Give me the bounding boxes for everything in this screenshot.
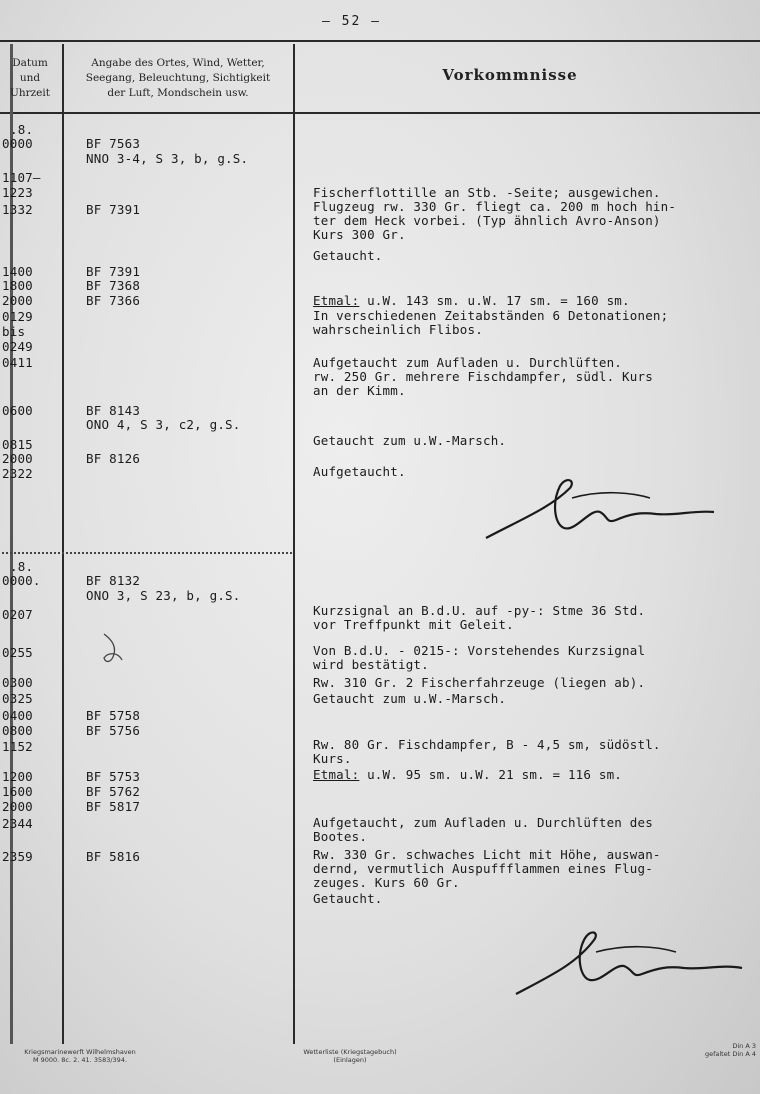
time-entry: 1400 bbox=[2, 264, 33, 279]
time-entry: .8. bbox=[10, 122, 34, 137]
event-line: an der Kimm. bbox=[313, 383, 406, 398]
event-line: Getaucht. bbox=[313, 891, 383, 906]
position-entry: BF 7368 bbox=[86, 278, 141, 293]
event-line: In verschiedenen Zeitabständen 6 Detonationen; bbox=[313, 308, 669, 323]
etmal-line bbox=[313, 768, 622, 781]
event-line: Kurs. bbox=[313, 751, 352, 766]
position-entry: BF 5753 bbox=[86, 769, 141, 784]
event-line: Kurs 300 Gr. bbox=[313, 227, 406, 242]
event-line: Aufgetaucht. bbox=[313, 464, 406, 479]
time-entry: 0255 bbox=[2, 645, 33, 660]
event-line: Fischerflottille an Stb. -Seite; ausgewichen. bbox=[313, 185, 661, 200]
day-separator bbox=[2, 552, 292, 554]
event-line: ter dem Heck vorbei. (Typ ähnlich Avro-Anson) bbox=[313, 213, 661, 228]
event-line: Rw. 310 Gr. 2 Fischerfahrzeuge (liegen ab). bbox=[313, 675, 646, 690]
time-entry: 0325 bbox=[2, 691, 33, 706]
time-entry: 0000. bbox=[2, 573, 41, 588]
time-entry: 1600 bbox=[2, 784, 33, 799]
time-entry: 2322 bbox=[2, 466, 33, 481]
time-entry: 0249 bbox=[2, 339, 33, 354]
position-entry: BF 7563 bbox=[86, 136, 141, 151]
time-entry: 1152 bbox=[2, 739, 33, 754]
event-line: Bootes. bbox=[313, 829, 368, 844]
time-entry: 0207 bbox=[2, 607, 33, 622]
event-line: wird bestätigt. bbox=[313, 657, 429, 672]
event-line: zeuges. Kurs 60 Gr. bbox=[313, 875, 460, 890]
time-entry: 0600 bbox=[2, 403, 33, 418]
event-line: Rw. 80 Gr. Fischdampfer, B - 4,5 sm, südöstl. bbox=[313, 737, 661, 752]
time-entry: 2359 bbox=[2, 849, 33, 864]
time-entry: 1107– bbox=[2, 170, 41, 185]
time-entry: 0300 bbox=[2, 675, 33, 690]
event-line: Flugzeug rw. 330 Gr. fliegt ca. 200 m hoch hin- bbox=[313, 199, 677, 214]
event-line: Getaucht zum u.W.-Marsch. bbox=[313, 433, 507, 448]
position-entry: BF 5756 bbox=[86, 723, 141, 738]
position-entry: BF 5762 bbox=[86, 784, 141, 799]
time-entry: 2000 bbox=[2, 451, 33, 466]
position-entry: BF 8126 bbox=[86, 451, 141, 466]
footer-center: Wetterliste (Kriegstagebuch) (Einlagen) bbox=[303, 1048, 397, 1064]
time-entry: .8. bbox=[10, 559, 34, 574]
position-entry: BF 7391 bbox=[86, 264, 141, 279]
time-entry: 0129 bbox=[2, 309, 33, 324]
weather-entry: ONO 4, S 3, c2, g.S. bbox=[86, 417, 241, 432]
etmal-label: Etmal: bbox=[313, 767, 360, 782]
header-ort: Angabe des Ortes, Wind, Wetter, Seegang, Beleuchtung, Sichtigkeit der Luft, Mondschein usw. bbox=[85, 57, 271, 99]
event-line: Kurzsignal an B.d.U. auf -py-: Stme 36 Std. bbox=[313, 603, 646, 618]
event-line: Getaucht zum u.W.-Marsch. bbox=[313, 691, 507, 706]
time-entry: 1223 bbox=[2, 185, 33, 200]
signature-2 bbox=[510, 920, 760, 1000]
weather-entry: ONO 3, S 23, b, g.S. bbox=[86, 588, 241, 603]
event-line: wahrscheinlich Flibos. bbox=[313, 322, 483, 337]
time-entry: 1200 bbox=[2, 769, 33, 784]
event-line: vor Treffpunkt mit Geleit. bbox=[313, 617, 514, 632]
time-entry: 0411 bbox=[2, 355, 33, 370]
etmal-value: u.W. 143 sm. u.W. 17 sm. = 160 sm. bbox=[359, 293, 630, 308]
position-entry: BF 8132 bbox=[86, 573, 141, 588]
event-line: dernd, vermutlich Auspuffflammen eines Flug- bbox=[313, 861, 653, 876]
header-datum: Datum und Uhrzeit bbox=[10, 57, 50, 99]
header-rule bbox=[0, 112, 760, 114]
signature-1 bbox=[480, 468, 730, 548]
footer-left: Kriegsmarinewerft Wilhelmshaven M 9000. 8c. 2. 41. 3583/394. bbox=[24, 1048, 136, 1064]
time-entry: bis bbox=[2, 324, 26, 339]
etmal-label: Etmal: bbox=[313, 293, 360, 308]
position-entry: BF 5816 bbox=[86, 849, 141, 864]
top-rule bbox=[0, 40, 760, 42]
header-vorkommnisse: Vorkommnisse bbox=[442, 66, 578, 84]
time-entry: 2000 bbox=[2, 799, 33, 814]
etmal-line bbox=[313, 294, 630, 307]
time-entry: 0000 bbox=[2, 136, 33, 151]
position-entry: BF 7391 bbox=[86, 202, 141, 217]
weather-entry: NNO 3-4, S 3, b, g.S. bbox=[86, 151, 249, 166]
event-line: Rw. 330 Gr. schwaches Licht mit Höhe, auswan- bbox=[313, 847, 661, 862]
footer-right: Din A 3 gefaltet Din A 4 bbox=[704, 1042, 756, 1058]
event-line: Von B.d.U. - 0215-: Vorstehendes Kurzsignal bbox=[313, 643, 646, 658]
position-entry: BF 5758 bbox=[86, 708, 141, 723]
time-entry: 0815 bbox=[2, 437, 33, 452]
etmal-value: u.W. 95 sm. u.W. 21 sm. = 116 sm. bbox=[359, 767, 623, 782]
time-entry: 1332 bbox=[2, 202, 33, 217]
time-entry: 0400 bbox=[2, 708, 33, 723]
event-line: Getaucht. bbox=[313, 248, 383, 263]
event-line: Aufgetaucht, zum Aufladen u. Durchlüften des bbox=[313, 815, 653, 830]
column-divider-2 bbox=[293, 44, 295, 1044]
event-line: rw. 250 Gr. mehrere Fischdampfer, südl. Kurs bbox=[313, 369, 653, 384]
position-entry: BF 8143 bbox=[86, 403, 141, 418]
event-line: Aufgetaucht zum Aufladen u. Durchlüften. bbox=[313, 355, 623, 370]
time-entry: 1800 bbox=[2, 278, 33, 293]
pencil-mark bbox=[98, 630, 128, 670]
time-entry: 2000 bbox=[2, 293, 33, 308]
column-divider-1 bbox=[62, 44, 64, 1044]
position-entry: BF 7366 bbox=[86, 293, 141, 308]
time-entry: 0800 bbox=[2, 723, 33, 738]
page-number: – 52 – bbox=[322, 14, 381, 29]
time-entry: 2344 bbox=[2, 816, 33, 831]
position-entry: BF 5817 bbox=[86, 799, 141, 814]
